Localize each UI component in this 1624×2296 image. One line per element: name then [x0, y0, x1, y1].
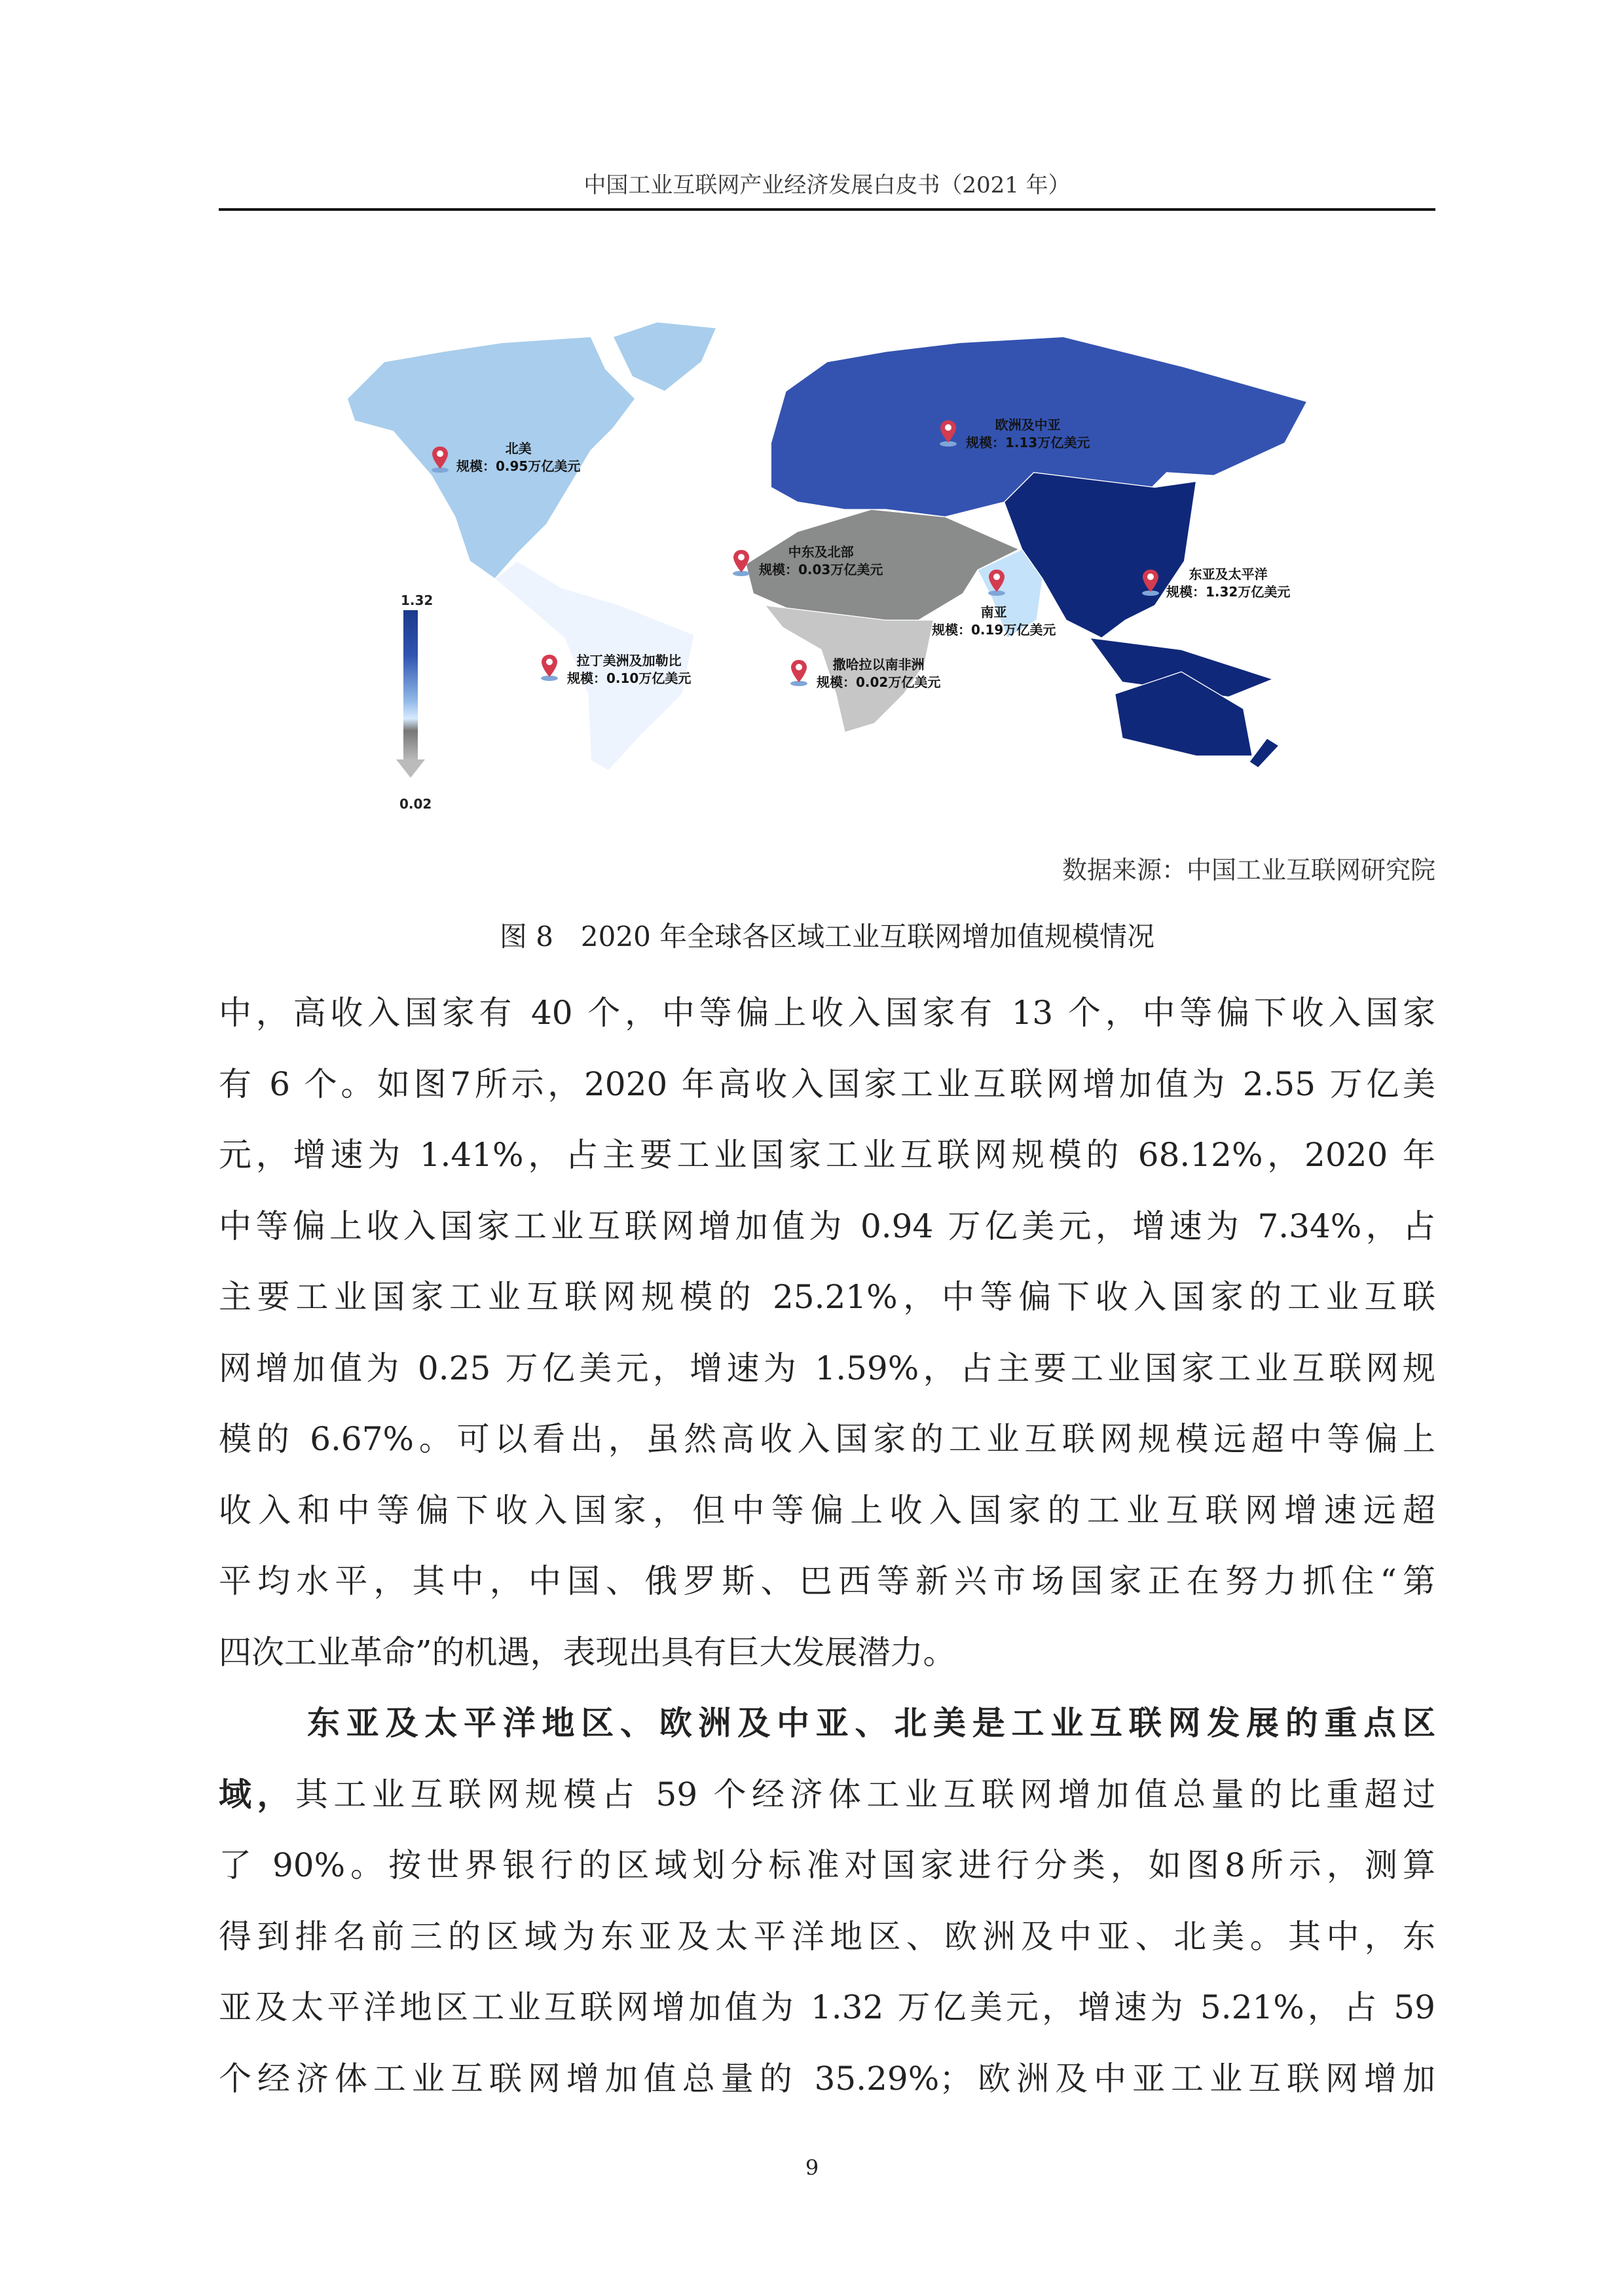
text-run: 其工业互联网规模占 59 个经济体工业互联网增加值总量的比重超过 — [295, 1775, 1435, 1813]
page-number: 9 — [805, 2155, 819, 2180]
region-greenland — [613, 322, 716, 392]
text-line: 中等偏上收入国家工业互联网增加值为 0.94 万亿美元，增速为 7.34%，占 — [219, 1207, 1435, 1245]
scale-min-label: 0.02 — [399, 796, 432, 812]
region-value: 规模：0.10万亿美元 — [567, 670, 692, 686]
text-line: 了 90%。按世界银行的区域划分标准对国家进行分类，如图8所示，测算 — [219, 1846, 1435, 1884]
map-pin-icon — [540, 653, 559, 681]
region-value: 规模：1.32万亿美元 — [1166, 584, 1291, 600]
text-line: 模的 6.67%。可以看出，虽然高收入国家的工业互联网规模远超中等偏上 — [219, 1420, 1435, 1458]
text-line: 得到排名前三的区域为东亚及太平洋地区、欧洲及中亚、北美。其中，东 — [219, 1917, 1435, 1956]
scale-arrow-icon — [396, 759, 425, 778]
map-pin-icon — [789, 659, 809, 686]
text-line: 主要工业国家工业互联网规模的 25.21%，中等偏下收入国家的工业互联 — [219, 1278, 1435, 1316]
region-name: 东亚及太平洋 — [1189, 566, 1268, 582]
label-south-asia — [932, 604, 1056, 639]
color-scale-bar — [403, 610, 418, 761]
region-name: 拉丁美洲及加勒比 — [576, 653, 682, 668]
text-line: 有 6 个。如图7所示，2020 年高收入国家工业互联网增加值为 2.55 万亿美 — [219, 1065, 1435, 1103]
label-europe-central-asia — [966, 416, 1090, 452]
bold-lead-line: 东亚及太平洋地区、欧洲及中亚、北美是工业互联网发展的重点区 — [307, 1704, 1435, 1742]
text-line: 四次工业革命”的机遇，表现出具有巨大发展潜力。 — [219, 1633, 956, 1671]
text-line: 元，增速为 1.41%，占主要工业国家工业互联网规模的 68.12%，2020 年 — [219, 1136, 1435, 1174]
region-name: 南亚 — [980, 604, 1007, 620]
body-text — [219, 992, 1435, 2128]
text-line: 收入和中等偏下收入国家，但中等偏上收入国家的工业互联网增速远超 — [219, 1491, 1435, 1529]
region-value: 规模：1.13万亿美元 — [966, 435, 1090, 450]
label-east-asia-pacific — [1166, 566, 1290, 601]
region-new-zealand — [1249, 738, 1279, 768]
region-value: 规模：0.95万亿美元 — [456, 458, 581, 474]
scale-max-label: 1.32 — [401, 592, 434, 608]
map-pin-icon — [938, 419, 958, 446]
text-line — [219, 1774, 1435, 1845]
map-pin-icon — [987, 568, 1006, 596]
region-name: 撒哈拉以南非洲 — [832, 657, 925, 672]
header-rule — [219, 208, 1435, 211]
map-pin-icon — [1141, 568, 1160, 596]
text-line: 个经济体工业互联网增加值总量的 35.29%；欧洲及中亚工业互联网增加 — [219, 2059, 1435, 2098]
figure-caption: 图 8 2020 年全球各区域工业互联网增加值规模情况 — [499, 920, 1155, 953]
label-north-america — [456, 440, 580, 475]
region-value: 规模：0.19万亿美元 — [932, 622, 1056, 638]
label-latin-america — [567, 652, 691, 687]
text-line: 亚及太平洋地区工业互联网增加值为 1.32 万亿美元，增速为 5.21%，占 59 — [219, 1988, 1435, 2026]
label-sub-saharan-africa — [817, 656, 940, 691]
map-pin-icon — [430, 445, 450, 473]
region-value: 规模：0.02万亿美元 — [817, 674, 941, 690]
running-header: 中国工业互联网产业经济发展白皮书（2021 年） — [583, 172, 1071, 198]
text-line: 网增加值为 0.25 万亿美元，增速为 1.59%，占主要工业国家工业互联网规 — [219, 1349, 1435, 1387]
region-value: 规模：0.03万亿美元 — [759, 562, 883, 577]
figure-source: 数据来源：中国工业互联网研究院 — [1061, 856, 1435, 884]
text-line: 中，高收入国家有 40 个，中等偏上收入国家有 13 个，中等偏下收入国家 — [219, 994, 1435, 1032]
text-line: 平均水平，其中，中国、俄罗斯、巴西等新兴市场国家正在努力抓住“第 — [219, 1562, 1435, 1600]
region-name: 欧洲及中亚 — [995, 417, 1061, 433]
map-pin-icon — [731, 549, 751, 576]
region-name: 中东及北部 — [788, 544, 854, 560]
bold-lead-end: 域， — [219, 1775, 295, 1813]
label-middle-east-north-africa — [759, 543, 883, 579]
region-name: 北美 — [505, 441, 532, 456]
